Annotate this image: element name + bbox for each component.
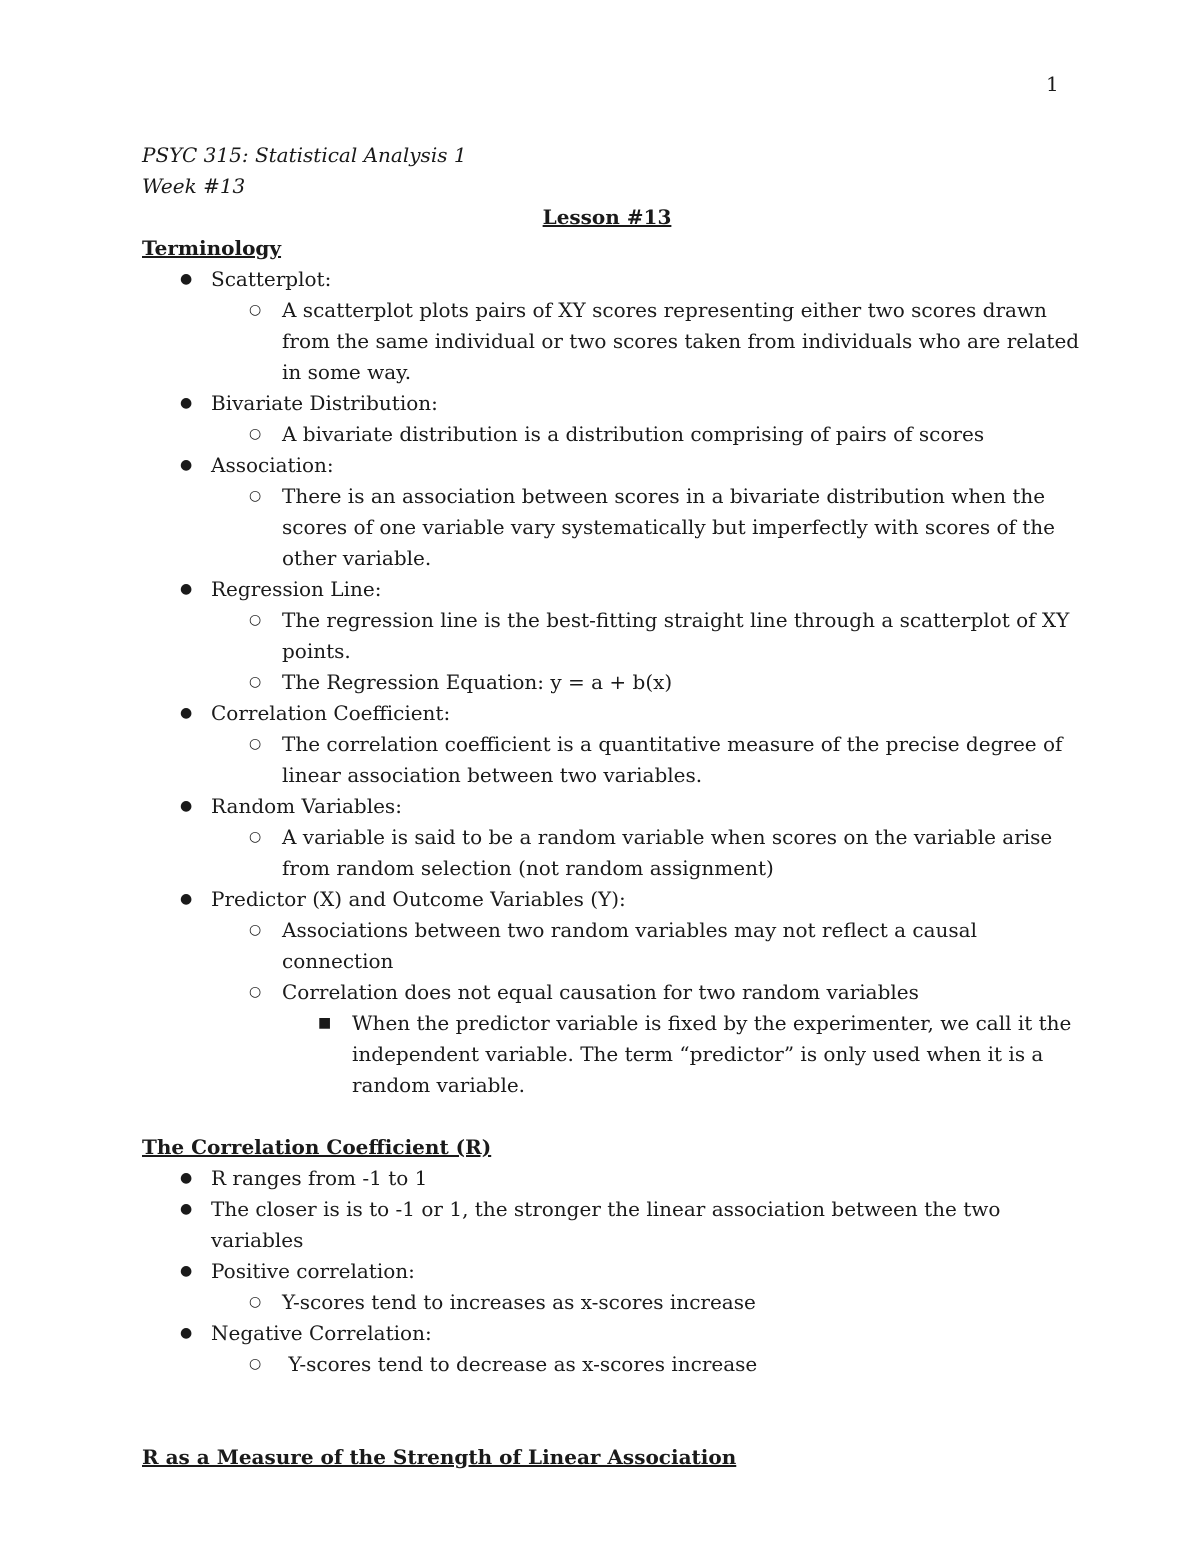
- bullet-icon: ●: [180, 1263, 193, 1279]
- item-text: Associations between two random variables may not reflect a causal connection: [282, 918, 977, 973]
- bullet-icon: ●: [180, 581, 193, 597]
- circle-bullet-icon: ○: [249, 829, 262, 845]
- item-text: Y-scores tend to decrease as x-scores increase: [282, 1352, 758, 1376]
- item-text: Bivariate Distribution:: [211, 391, 438, 415]
- item-text: A scatterplot plots pairs of XY scores representing either two scores drawn from the same individual or two scores taken from individuals who are related in some way.: [282, 298, 1080, 384]
- item-text: Scatterplot:: [211, 267, 332, 291]
- circle-bullet-icon: ○: [249, 984, 262, 1000]
- terminology-list: [142, 264, 1082, 1101]
- bullet-icon: ●: [180, 798, 193, 814]
- list-item: [142, 264, 1082, 295]
- list-item: [142, 1287, 1082, 1318]
- list-item: [142, 574, 1082, 605]
- bullet-icon: ●: [180, 1170, 193, 1186]
- item-text: Correlation Coefficient:: [211, 701, 451, 725]
- document-body: [142, 140, 1082, 1473]
- item-text: Association:: [211, 453, 334, 477]
- course-title: PSYC 315: Statistical Analysis 1: [142, 143, 467, 167]
- list-item: [142, 388, 1082, 419]
- circle-bullet-icon: ○: [249, 488, 262, 504]
- item-text: The correlation coefficient is a quantitative measure of the precise degree of linear association between two variables.: [282, 732, 1063, 787]
- circle-bullet-icon: ○: [249, 674, 262, 690]
- square-bullet-icon: ■: [318, 1015, 332, 1031]
- list-item: [142, 295, 1082, 388]
- list-item: [142, 605, 1082, 667]
- item-text: Regression Line:: [211, 577, 382, 601]
- list-item: [142, 884, 1082, 915]
- bullet-icon: ●: [180, 705, 193, 721]
- page-number: 1: [1046, 72, 1059, 96]
- item-text: Random Variables:: [211, 794, 402, 818]
- circle-bullet-icon: ○: [249, 1356, 262, 1372]
- circle-bullet-icon: ○: [249, 922, 262, 938]
- item-text: There is an association between scores in a bivariate distribution when the scores of one variable vary systematically but imperfectly with scores of the other variable.: [282, 484, 1056, 570]
- circle-bullet-icon: ○: [249, 1294, 262, 1310]
- item-text: The Regression Equation: y = a + b(x): [282, 670, 673, 694]
- correlation-list: [142, 1163, 1082, 1380]
- item-text: Correlation does not equal causation for two random variables: [282, 980, 919, 1004]
- list-item: [142, 915, 1082, 977]
- section-title-terminology: Terminology: [142, 236, 282, 260]
- list-item: [142, 1194, 1082, 1256]
- list-item: [142, 419, 1082, 450]
- section-title-correlation-coefficient: The Correlation Coefficient (R): [142, 1135, 492, 1159]
- circle-bullet-icon: ○: [249, 612, 262, 628]
- bullet-icon: ●: [180, 395, 193, 411]
- item-text: The regression line is the best-fitting straight line through a scatterplot of XY points.: [282, 608, 1070, 663]
- bullet-icon: ●: [180, 457, 193, 473]
- item-text: A bivariate distribution is a distribution comprising of pairs of scores: [282, 422, 985, 446]
- list-item: [142, 791, 1082, 822]
- list-item: [142, 1008, 1082, 1101]
- list-item: [142, 450, 1082, 481]
- item-text: Predictor (X) and Outcome Variables (Y):: [211, 887, 626, 911]
- list-item: [142, 1318, 1082, 1349]
- item-text: A variable is said to be a random variable when scores on the variable arise from random selection (not random assignment): [282, 825, 1053, 880]
- item-text: R ranges from -1 to 1: [211, 1166, 428, 1190]
- bullet-icon: ●: [180, 271, 193, 287]
- list-item: [142, 822, 1082, 884]
- bullet-icon: ●: [180, 1201, 193, 1217]
- circle-bullet-icon: ○: [249, 736, 262, 752]
- item-text: The closer is is to -1 or 1, the stronger the linear association between the two variables: [211, 1197, 1001, 1252]
- section-title-strength-of-association: R as a Measure of the Strength of Linear Association: [142, 1445, 737, 1469]
- item-text: Positive correlation:: [211, 1259, 415, 1283]
- item-text: When the predictor variable is fixed by the experimenter, we call it the independent variable. The term “predictor” is only used when it is a random variable.: [352, 1011, 1072, 1097]
- circle-bullet-icon: ○: [249, 426, 262, 442]
- list-item: [142, 698, 1082, 729]
- list-item: [142, 977, 1082, 1008]
- bullet-icon: ●: [180, 1325, 193, 1341]
- list-item: [142, 481, 1082, 574]
- list-item: [142, 1256, 1082, 1287]
- item-text: Y-scores tend to increases as x-scores increase: [282, 1290, 756, 1314]
- week-label: Week #13: [142, 174, 246, 198]
- list-item: [142, 667, 1082, 698]
- lesson-title: Lesson #13: [542, 205, 672, 229]
- item-text: Negative Correlation:: [211, 1321, 432, 1345]
- list-item: [142, 1349, 1082, 1380]
- list-item: [142, 1163, 1082, 1194]
- list-item: [142, 729, 1082, 791]
- circle-bullet-icon: ○: [249, 302, 262, 318]
- bullet-icon: ●: [180, 891, 193, 907]
